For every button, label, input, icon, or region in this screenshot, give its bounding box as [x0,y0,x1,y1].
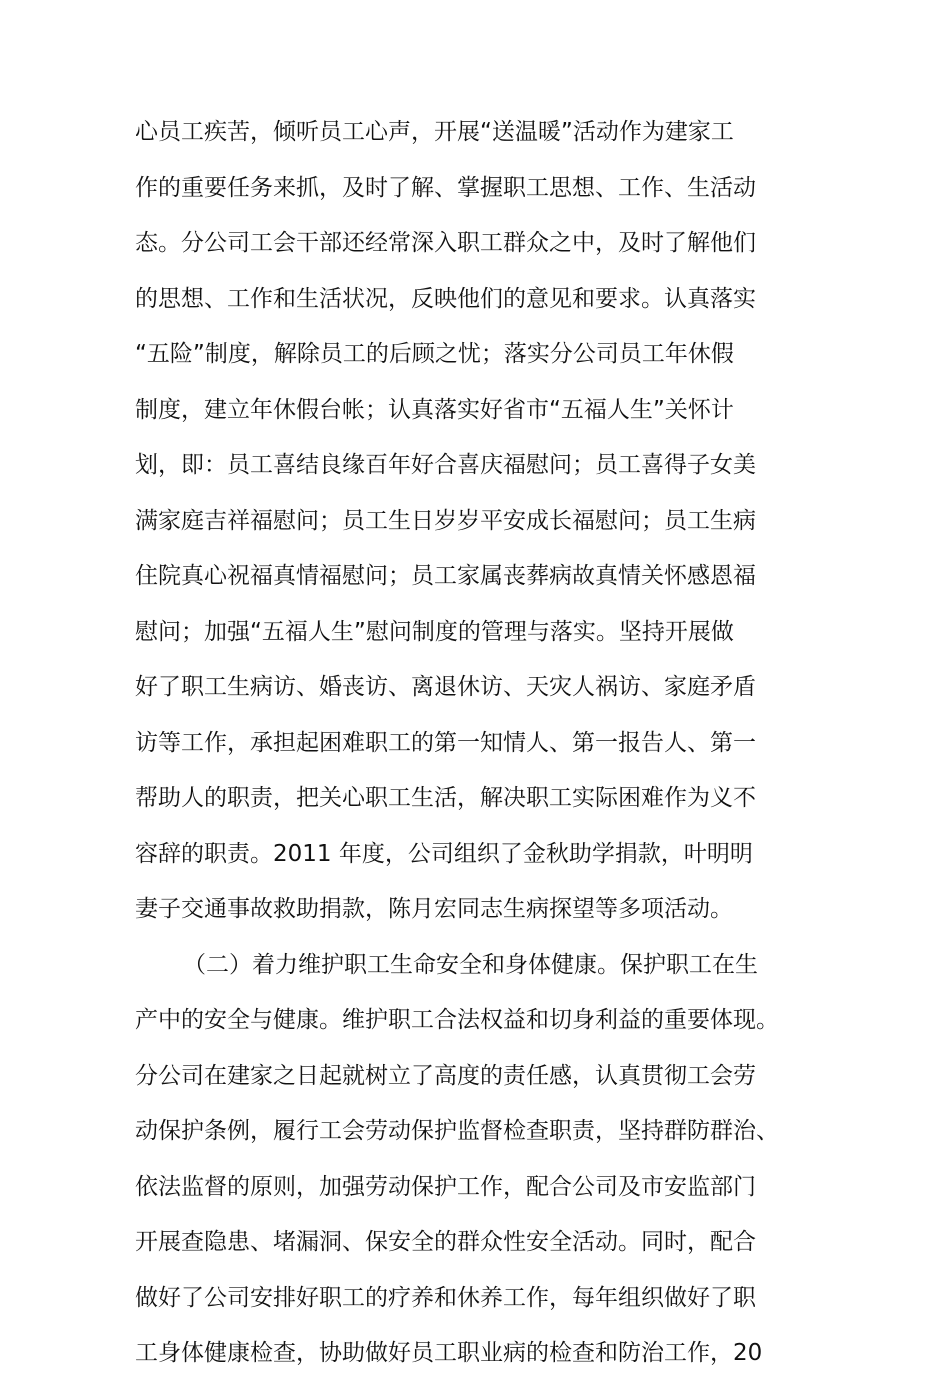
text-line: 动保护条例，履行工会劳动保护监督检查职责，坚持群防群治、 [135,1118,779,1144]
text-line: 妻子交通事故救助捐款，陈月宏同志生病探望等多项活动。 [135,896,733,922]
text-line: 好了职工生病访、婚丧访、离退休访、天灾人祸访、家庭矛盾 [135,674,756,700]
text-line: 满家庭吉祥福慰问；员工生日岁岁平安成长福慰问；员工生病 [135,507,756,534]
text-line: 访等工作，承担起困难职工的第一知情人、第一报告人、第一 [135,729,756,756]
text-line: 作的重要任务来抓，及时了解、掌握职工思想、工作、生活动 [135,174,756,201]
text-line: 分公司在建家之日起就树立了高度的责任感，认真贯彻工会劳 [135,1062,756,1089]
text-line: 产中的安全与健康。维护职工合法权益和切身利益的重要体现。 [135,1007,779,1033]
text-line: 慰问；加强“五福人生”慰问制度的管理与落实。坚持开展做 [135,618,734,645]
section-heading-line: （二）着力维护职工生命安全和身体健康。保护职工在生 [183,951,758,978]
text-line: 依法监督的原则，加强劳动保护工作，配合公司及市安监部门 [135,1173,756,1200]
text-line: 心员工疾苦，倾听员工心声，开展“送温暖”活动作为建家工 [135,119,734,145]
body-text [135,105,855,1382]
text-line: 工身体健康检查，协助做好员工职业病的检查和防治工作，20 [135,1340,763,1366]
text-line: 住院真心祝福真情福慰问；员工家属丧葬病故真情关怀感恩福 [135,563,756,589]
text-line: “五险”制度，解除员工的后顾之忧；落实分公司员工年休假 [135,341,734,367]
text-line: 做好了公司安排好职工的疗养和休养工作，每年组织做好了职 [135,1284,756,1311]
text-line: 帮助人的职责，把关心职工生活，解决职工实际困难作为义不 [135,785,756,811]
text-line: 开展查隐患、堵漏洞、保安全的群众性安全活动。同时，配合 [135,1229,756,1255]
text-line: 制度，建立年休假台帐；认真落实好省市“五福人生”关怀计 [135,396,734,423]
text-line: 划，即：员工喜结良缘百年好合喜庆福慰问；员工喜得子女美 [135,452,756,478]
text-line: 的思想、工作和生活状况，反映他们的意见和要求。认真落实 [135,285,756,312]
text-line: 态。分公司工会干部还经常深入职工群众之中，及时了解他们 [135,230,756,256]
text-line: 容辞的职责。2011 年度，公司组织了金秋助学捐款，叶明明 [135,840,753,867]
